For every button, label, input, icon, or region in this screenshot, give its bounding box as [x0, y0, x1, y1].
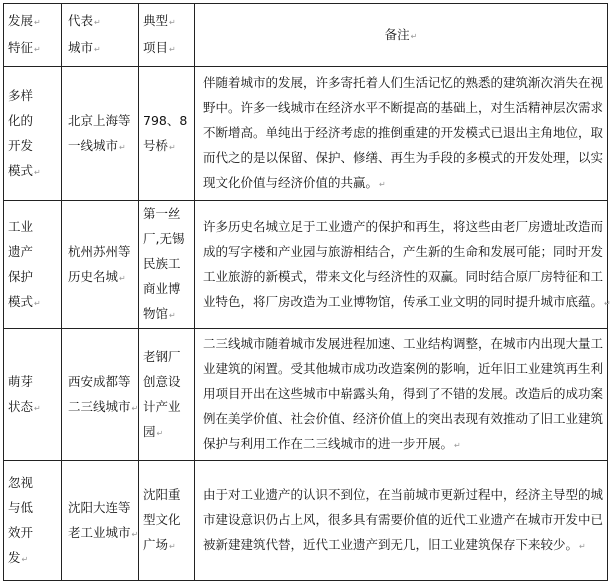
- row-2-note: 许多历史名城立足于工业遗产的保护和再生，将这些由老厂房遗址改造而 成的写字楼和产业园与旅游相结合，产生新的生命和发展可能；同时开发 工业旅游的新模式，带来文化与经济性的双赢。同时结合原厂房特征和工 业特色，将厂房改造为工业博物馆，传承工业文明的同时提升城市底蕴。↵: [195, 201, 608, 329]
- row-1-city: 北京上海等 一线城市↵: [62, 67, 139, 201]
- header-typical-project: 典型↵ 项目↵: [139, 4, 195, 67]
- row-2-city: 杭州苏州等 历史名城↵: [62, 201, 139, 329]
- table-row: [4, 461, 608, 581]
- row-1-feature: 多样 化的 开发 模式↵: [4, 67, 62, 201]
- row-2-project: 第一丝 厂,无锡 民族工 商业博 物馆↵: [139, 201, 195, 329]
- header-remarks: 备注↵: [195, 4, 608, 67]
- row-4-city: 沈阳大连等 老工业城市↵: [62, 461, 139, 581]
- row-3-feature: 萌芽 状态↵: [4, 329, 62, 461]
- table-row: [4, 329, 608, 461]
- table-row: [4, 67, 608, 201]
- header-development-feature: 发展↵ 特征↵: [4, 4, 62, 67]
- row-1-project: 798、8 号桥↵: [139, 67, 195, 201]
- row-4-feature: 忽视 与低 效开 发↵: [4, 461, 62, 581]
- row-2-feature: 工业 遗产 保护 模式↵: [4, 201, 62, 329]
- header-representative-city: 代表↵ 城市↵: [62, 4, 139, 67]
- row-1-note: 伴随着城市的发展，许多寄托着人们生活记忆的熟悉的建筑渐次消失在视 野中。许多一线城市在经济水平不断提高的基础上，对生活精神层次需求 不断增高。单纯出于经济考虑的推倒重建的开发模式已退出主角地位，取 而代之的是以保留、保护、修缮、再生为手段的多模式的开发处理，以实 现文化价值与经济价值的共赢。↵: [195, 67, 608, 201]
- row-3-city: 西安成都等 二三线城市↵: [62, 329, 139, 461]
- row-3-project: 老钢厂 创意设 计产业 园↵: [139, 329, 195, 461]
- row-4-project: 沈阳重 型文化 广场↵: [139, 461, 195, 581]
- header-row: [4, 4, 608, 67]
- row-3-note: 二三线城市随着城市发展进程加速、工业结构调整，在城市内出现大量工 业建筑的闲置。受其他城市成功改造案例的影响，近年旧工业建筑再生利 用项目开出在这些城市中崭露头角，得到了不错的发展。改造后的成功案 例在美学价值、社会价值、经济价值上的突出表现有效推动了旧工业建筑 保护与利用工作在二三线城市的进一步开展。↵: [195, 329, 608, 461]
- urban-industrial-heritage-table: [3, 3, 611, 581]
- row-4-note: 由于对工业遗产的认识不到位，在当前城市更新过程中，经济主导型的城 市建设意识仍占上风，很多具有需要价值的近代工业遗产在城市开发中已 被新建建筑代替，近代工业遗产到无几，旧工业建筑保存下来较少。↵: [195, 461, 608, 581]
- table-row: [4, 201, 608, 329]
